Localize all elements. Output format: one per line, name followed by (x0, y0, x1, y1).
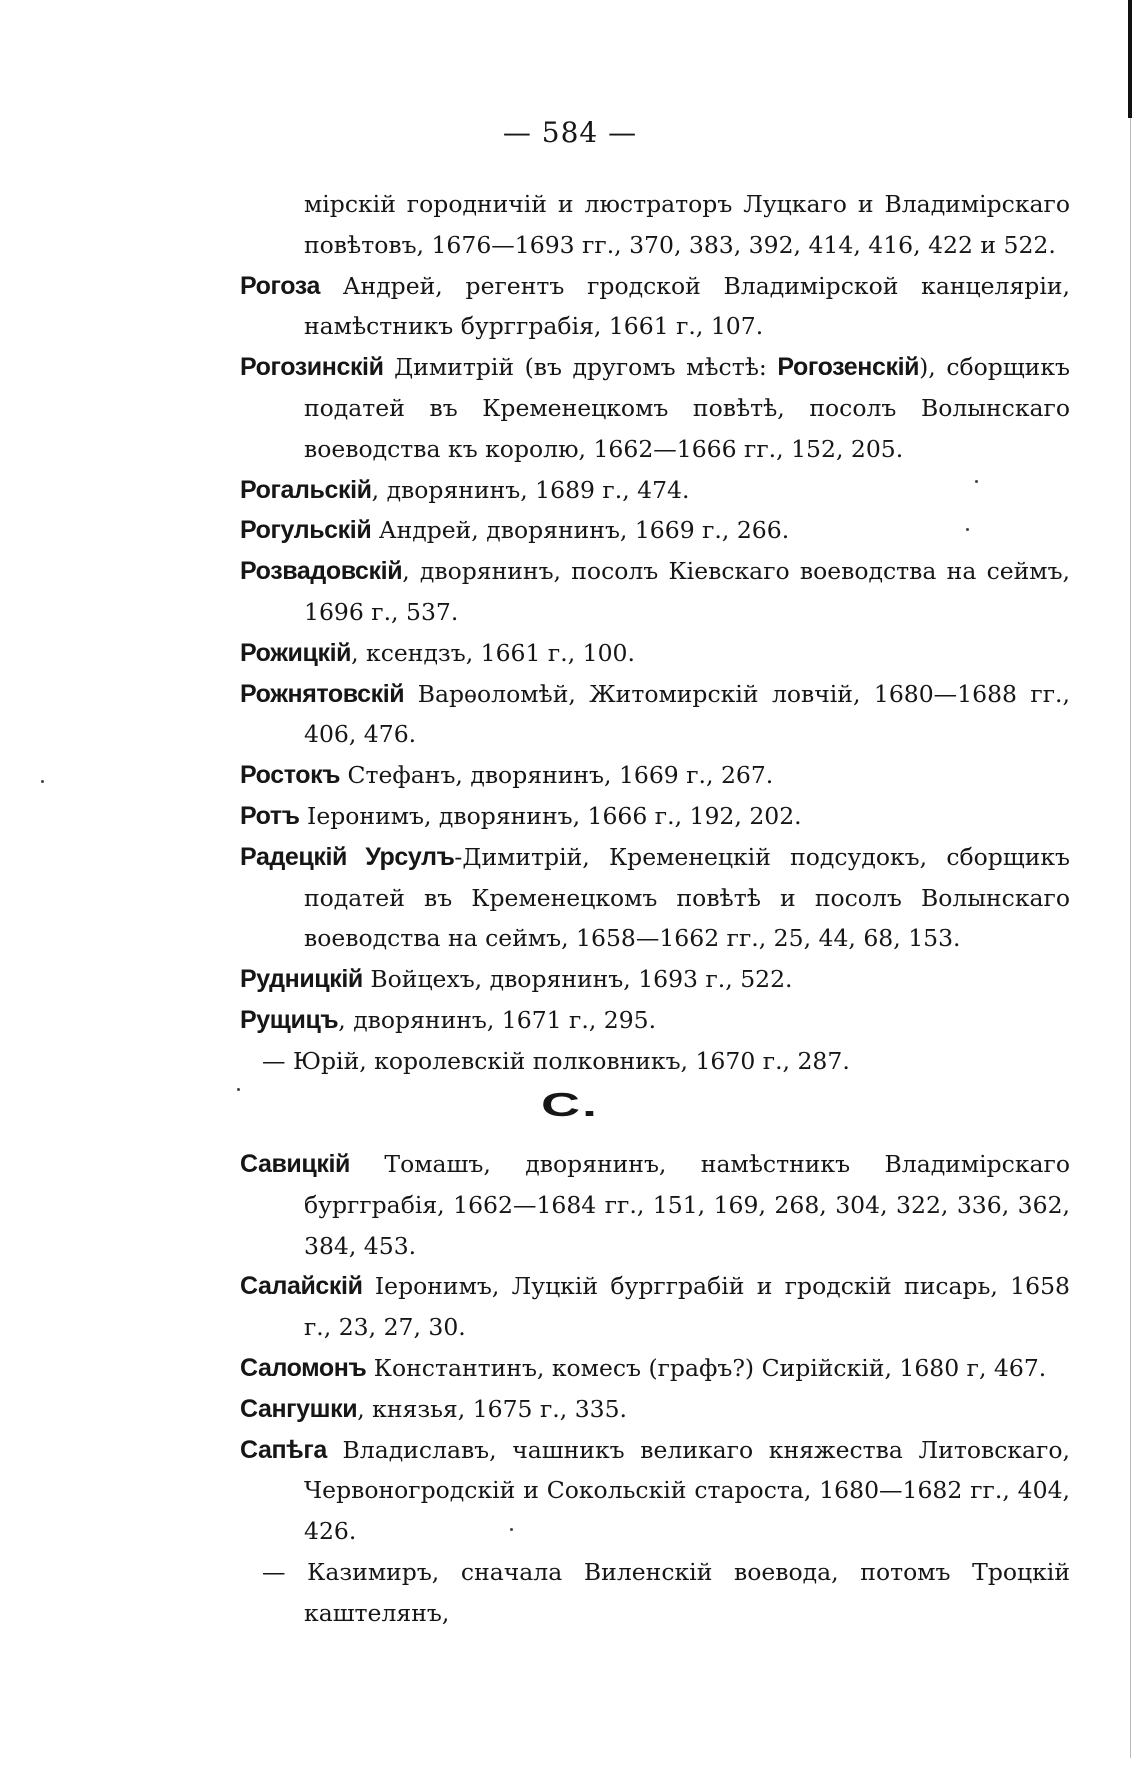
entry-surname: Сангушки (240, 1394, 358, 1423)
scan-speck (237, 1088, 240, 1091)
index-entry (240, 266, 1070, 348)
page-number: — 584 — (502, 116, 638, 149)
scan-speck (41, 780, 44, 783)
entry-text: Варѳоломѣй, Житомирскій ловчій, 1680—1688 гг., 406, 476. (304, 679, 1070, 749)
entry-text: Димитрій (въ другомъ мѣстѣ: (383, 353, 778, 382)
section-letter: С. (541, 1086, 599, 1124)
section-letter-heading (0, 1078, 1140, 1132)
entry-surname: Рогоза (240, 271, 320, 300)
index-entry (240, 470, 1070, 511)
entry-surname: Рогозинскій (240, 353, 384, 382)
entry-surname: Рудницкій (240, 965, 363, 994)
index-entry (240, 1430, 1070, 1552)
index-entry (240, 837, 1070, 959)
entry-surname: Рожнятовскій (240, 679, 405, 708)
page-edge-shadow (1130, 118, 1131, 1758)
index-entry (240, 796, 1070, 837)
index-entry (240, 1000, 1070, 1041)
entry-surname: Савицкій (240, 1150, 350, 1178)
entry-surname: Ростокъ (240, 761, 341, 790)
entry-surname: Салайскій (240, 1272, 363, 1301)
entry-surname: Рожицкій (240, 638, 352, 667)
entry-text: Стефанъ, дворянинъ, 1669 г., 267. (340, 761, 774, 790)
entry-surname: Рущицъ (240, 1005, 339, 1034)
entry-text: Войцехъ, дворянинъ, 1693 г., 522. (362, 965, 793, 994)
index-entry (240, 1144, 1070, 1266)
entry-text: Іеронимъ, дворянинъ, 1666 г., 192, 202. (299, 801, 802, 830)
entry-text: , ксендзъ, 1661 г., 100. (351, 638, 635, 667)
index-entry (240, 347, 1070, 469)
entry-text: -Димитрій, Кременецкій подсудокъ, сборщикъ податей въ Кременецкомъ повѣтѣ и посолъ Волынскаго воеводства на сеймъ, 1658—1662 гг., 25, 44, 68, 153. (304, 842, 1070, 953)
scan-speck (975, 480, 978, 483)
entry-text: Томашъ, дворянинъ, намѣстникъ Владимірскаго бургграбія, 1662—1684 гг., 151, 169, 268, 304, 322, 336, 362, 384, 453. (304, 1150, 1070, 1260)
index-section-s (240, 1144, 1070, 1634)
index-entry (240, 510, 1070, 551)
index-section-r (240, 184, 1070, 1082)
entry-surname: Ротъ (240, 801, 300, 830)
entry-surname: Сапѣга (240, 1435, 327, 1464)
index-entry (240, 633, 1070, 674)
entry-text: , дворянинъ, посолъ Кіевскаго воеводства на сеймъ, 1696 г., 537. (304, 557, 1070, 626)
index-entry (240, 674, 1070, 756)
entry-text: , князья, 1675 г., 335. (357, 1394, 628, 1423)
entry-surname: Розвадовскій (240, 557, 403, 586)
entry-text: Владиславъ, чашникъ великаго княжества Литовскаго, Червоногродскій и Сокольскій староста, 1680—1682 гг., 404, 426. (304, 1435, 1070, 1546)
entry-text: Іеронимъ, Луцкій бургграбій и гродскій писарь, 1658 г., 23, 27, 30. (304, 1272, 1070, 1342)
entry-text: , дворянинъ, 1671 г., 295. (338, 1005, 657, 1034)
index-sub-entry: — Юрій, королевскій полковникъ, 1670 г., 287. (262, 1046, 850, 1075)
index-entry (240, 1389, 1070, 1430)
entry-surname: Саломонъ (240, 1353, 367, 1382)
index-sub-entry: — Казимиръ, сначала Виленскій воевода, потомъ Троцкій каштелянъ, (262, 1557, 1070, 1627)
entry-text: ), сборщикъ податей въ Кременецкомъ повѣтѣ, посолъ Волынскаго воеводства къ королю, 1662—1666 гг., 152, 205. (304, 353, 1070, 463)
index-entry-continuation: мірскій городничій и люстраторъ Луцкаго и Владимірскаго повѣтовъ, 1676—1693 гг., 370, 383, 392, 414, 416, 422 и 522. (304, 190, 1070, 259)
entry-surname: Радецкій Урсулъ (240, 842, 455, 871)
index-entry (240, 755, 1070, 796)
page-edge-rule (1128, 0, 1132, 118)
entry-text: Константинъ, комесъ (графъ?) Сирійскій, 1680 г, 467. (366, 1353, 1047, 1382)
entry-surname: Рогульскій (240, 516, 372, 545)
entry-text: Андрей, регентъ гродской Владимірской канцеляріи, намѣстникъ бургграбія, 1661 г., 107. (304, 271, 1070, 341)
index-entry (240, 551, 1070, 633)
scan-speck (966, 528, 969, 531)
index-entry (240, 959, 1070, 1000)
index-entry (240, 1266, 1070, 1348)
scan-speck (510, 1528, 513, 1531)
entry-surname-variant: Рогозенскій (777, 353, 920, 382)
index-entry (240, 1348, 1070, 1389)
entry-text: , дворянинъ, 1689 г., 474. (371, 475, 690, 504)
entry-text: Андрей, дворянинъ, 1669 г., 266. (371, 516, 790, 545)
entry-surname: Рогальскій (240, 475, 372, 504)
